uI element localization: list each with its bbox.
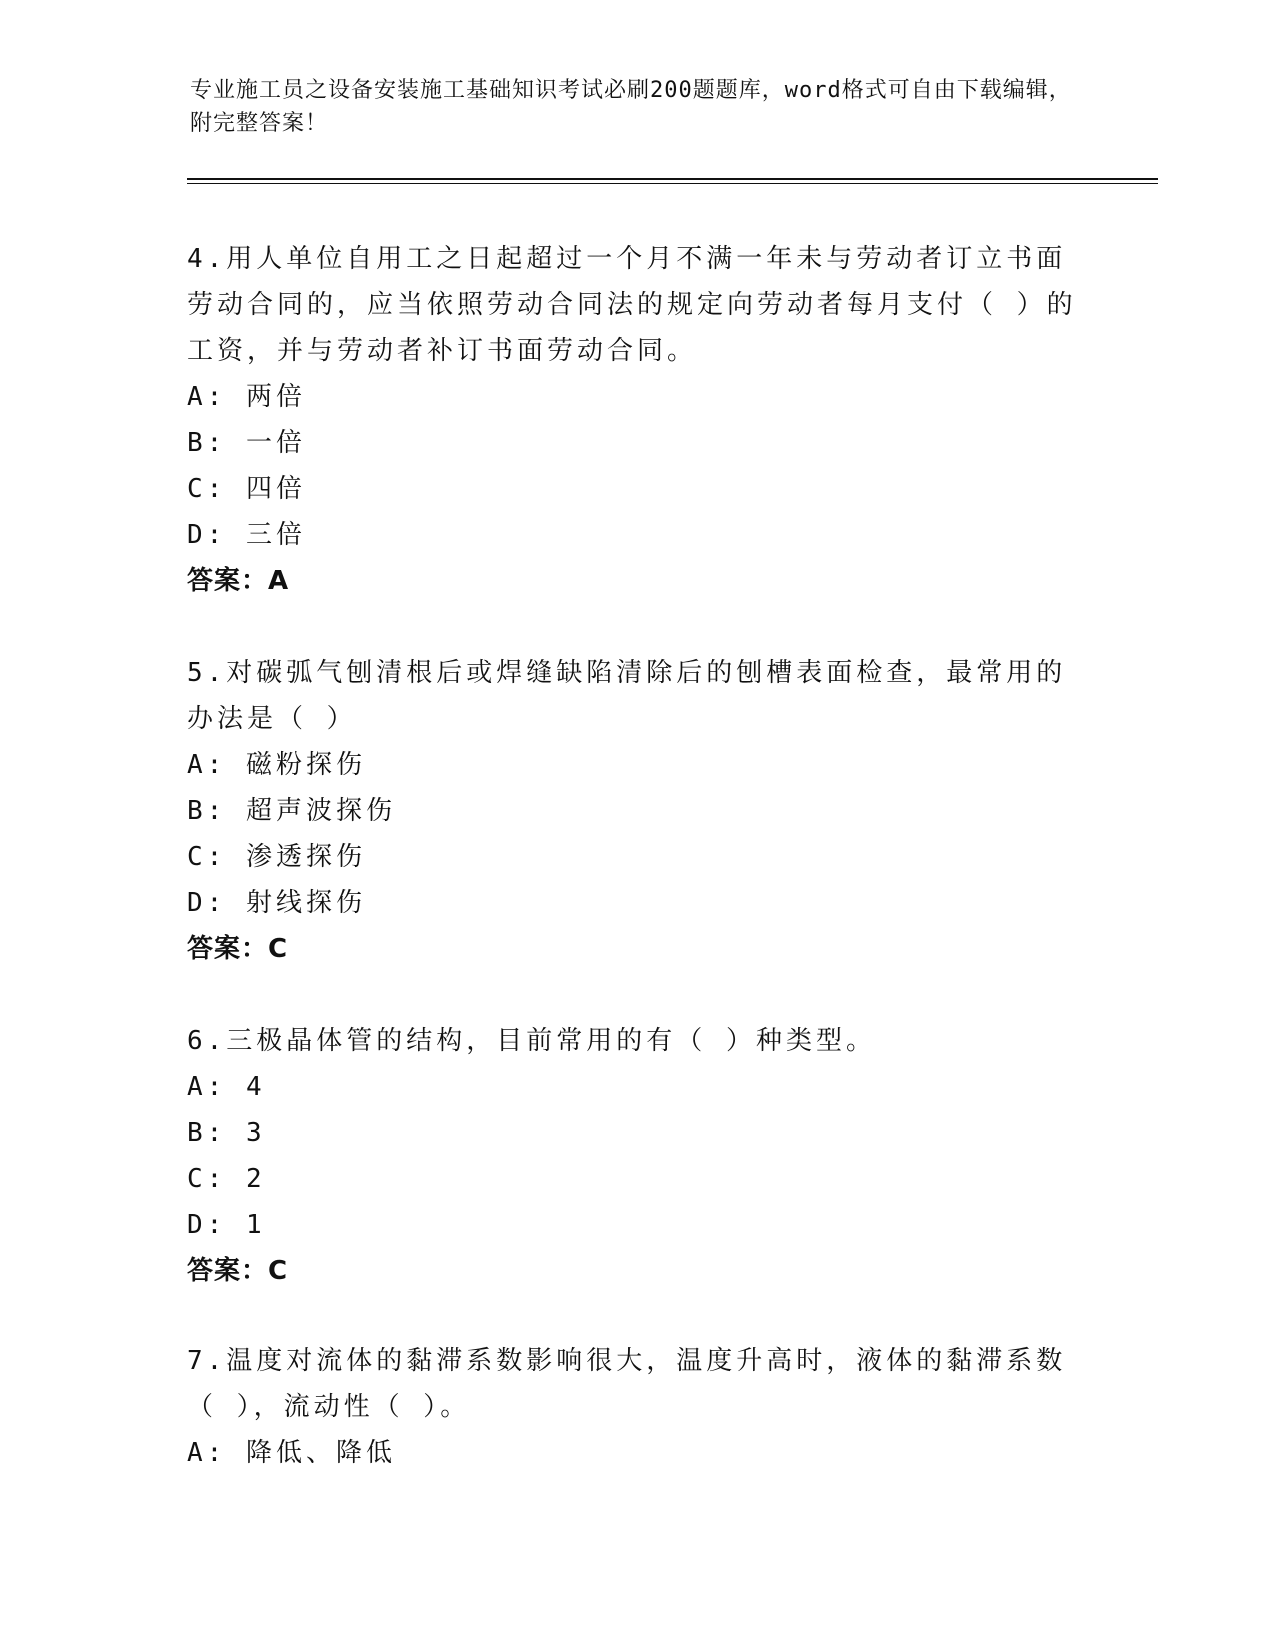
question-text: 5.对碳弧气刨清根后或焊缝缺陷清除后的刨槽表面检查，最常用的办法是（ ） — [187, 658, 1067, 734]
option-b: B: 超声波探伤 — [187, 796, 396, 826]
question-7 — [187, 1338, 1087, 1476]
option-b: B: 3 — [187, 1118, 266, 1148]
option-c: C: 2 — [187, 1164, 266, 1194]
answer: 答案：C — [187, 934, 289, 964]
question-4 — [187, 236, 1087, 604]
option-c: C: 渗透探伤 — [187, 842, 366, 872]
answer: 答案：A — [187, 566, 290, 596]
question-6 — [187, 1018, 1087, 1294]
option-a: A: 4 — [187, 1072, 266, 1102]
option-a: A: 磁粉探伤 — [187, 750, 366, 780]
header-divider — [187, 178, 1158, 180]
header-divider-thin — [187, 183, 1158, 184]
question-text: 4.用人单位自用工之日起超过一个月不满一年未与劳动者订立书面劳动合同的，应当依照劳动合同法的规定向劳动者每月支付（ ）的工资，并与劳动者补订书面劳动合同。 — [187, 244, 1077, 366]
option-d: D: 射线探伤 — [187, 888, 366, 918]
question-text: 7.温度对流体的黏滞系数影响很大，温度升高时，液体的黏滞系数（ ），流动性（ ）。 — [187, 1346, 1067, 1422]
answer: 答案：C — [187, 1256, 289, 1286]
option-a: A: 两倍 — [187, 382, 306, 412]
question-5 — [187, 650, 1087, 972]
option-b: B: 一倍 — [187, 428, 306, 458]
option-d: D: 三倍 — [187, 520, 306, 550]
option-d: D: 1 — [187, 1210, 266, 1240]
option-c: C: 四倍 — [187, 474, 306, 504]
document-title: 专业施工员之设备安装施工基础知识考试必刷200题题库，word格式可自由下载编辑，附完整答案！ — [190, 78, 1072, 136]
option-a: A: 降低、降低 — [187, 1438, 396, 1468]
question-text: 6.三极晶体管的结构，目前常用的有（ ）种类型。 — [187, 1026, 876, 1056]
